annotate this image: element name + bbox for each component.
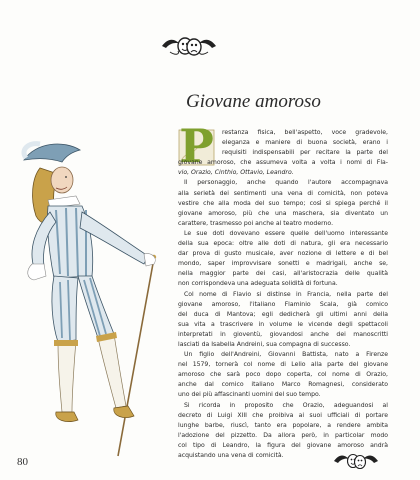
text-line: lunghe barbe, riuscì, tanto era popolare, a rendere ambita xyxy=(178,421,388,429)
text-line: giovane amoroso, che assumeva volta a volta i nomi di Fla- xyxy=(178,159,388,167)
text-line: interpretati in gioventù, giovandosi anche dei manoscritti xyxy=(178,330,388,338)
body-text xyxy=(178,128,388,461)
text-line: restanza fisica, bell'aspetto, voce gradevole, xyxy=(222,129,388,136)
drop-cap-letter: P xyxy=(179,119,214,173)
text-line: del duca di Mantova; egli dedicherà gli ultimi anni della xyxy=(178,310,388,318)
text-line: Il personaggio, anche quando l'autore accompagnava xyxy=(184,179,388,187)
text-line: alla serietà dei sentimenti una vena di comicità, non poteva xyxy=(178,189,388,197)
text-line: Si ricorda in proposito che Orazio, adeguandosi al xyxy=(184,401,388,409)
text-line: Un figlio dell'Andreini, Giovanni Battista, nato a Firenze xyxy=(184,351,388,359)
text-line: requisiti indispensabili per recitare la parte del xyxy=(222,149,388,157)
text-line: col tipo di Leandro, la figura del giovane amoroso andrà xyxy=(178,441,388,449)
text-line: giovane amoroso, l'italiano Flaminio Scala, già comico xyxy=(178,300,388,308)
text-line: Col nome di Flavio si distinse in Francia, nella parte del xyxy=(184,290,388,298)
text-line: sua vita a trascrivere in volume le vicende degli spettacoli xyxy=(178,320,388,328)
text-line: mondo, saper improvvisare sonetti e madrigali, anche se, xyxy=(178,260,388,268)
page-number: 80 xyxy=(17,456,28,468)
text-line: nella maggior parte dei casi, all'aristocrazia delle qualità xyxy=(178,270,388,278)
text-line: anche dal comico italiano Marco Romagnesi, considerato xyxy=(178,381,388,389)
text-line: l'adozione del pizzetto. Da allora però, in particolar modo xyxy=(178,431,388,439)
text-line: amoroso che sarà poco dopo coperta, col nome di Orazio, xyxy=(178,371,388,379)
text-line: non corrispondeva una adeguata solidità di fortuna. xyxy=(178,280,338,288)
text-line: acquistando una vena di comicità. xyxy=(178,452,284,459)
text-line: vio, Orazio, Cinthio, Ottavio, Leandro. xyxy=(178,169,294,177)
text-line: uno dei più affascinanti uomini del suo tempo. xyxy=(178,391,321,399)
text-line: nel 1579, tornerà col nome di Lelio alla parte del giovane xyxy=(178,361,388,369)
text-line: eleganza e maniere di buona società, erano i xyxy=(222,139,388,147)
text-line: della sua epoca: oltre alle doti di natura, gli era necessario xyxy=(178,240,388,248)
text-line: giovane amoroso, più che una maschera, sia diventato un xyxy=(178,209,388,217)
text-line: carattere, trasmesso poi anche al teatro moderno. xyxy=(178,219,334,227)
theatre-masks-ornament-icon xyxy=(333,451,379,470)
text-line: lasciati da Isabella Andreini, sua compagna di successo. xyxy=(178,340,351,348)
giovane-amoroso-costume-illustration xyxy=(6,128,176,458)
page-title: Giovane amoroso xyxy=(186,91,321,112)
text-line: Le sue doti dovevano essere quelle dell'uomo interessante xyxy=(184,229,388,237)
text-line: decreto di Luigi XIII che proibiva ai suoi ufficiali di portare xyxy=(178,411,388,419)
theatre-masks-ornament-icon xyxy=(160,34,218,58)
text-line: dar prova di gusto musicale, aver nozione di lettere e di bel xyxy=(178,250,388,258)
text-line: vestire che alla moda del suo tempo; così si spiega perché il xyxy=(178,199,388,207)
